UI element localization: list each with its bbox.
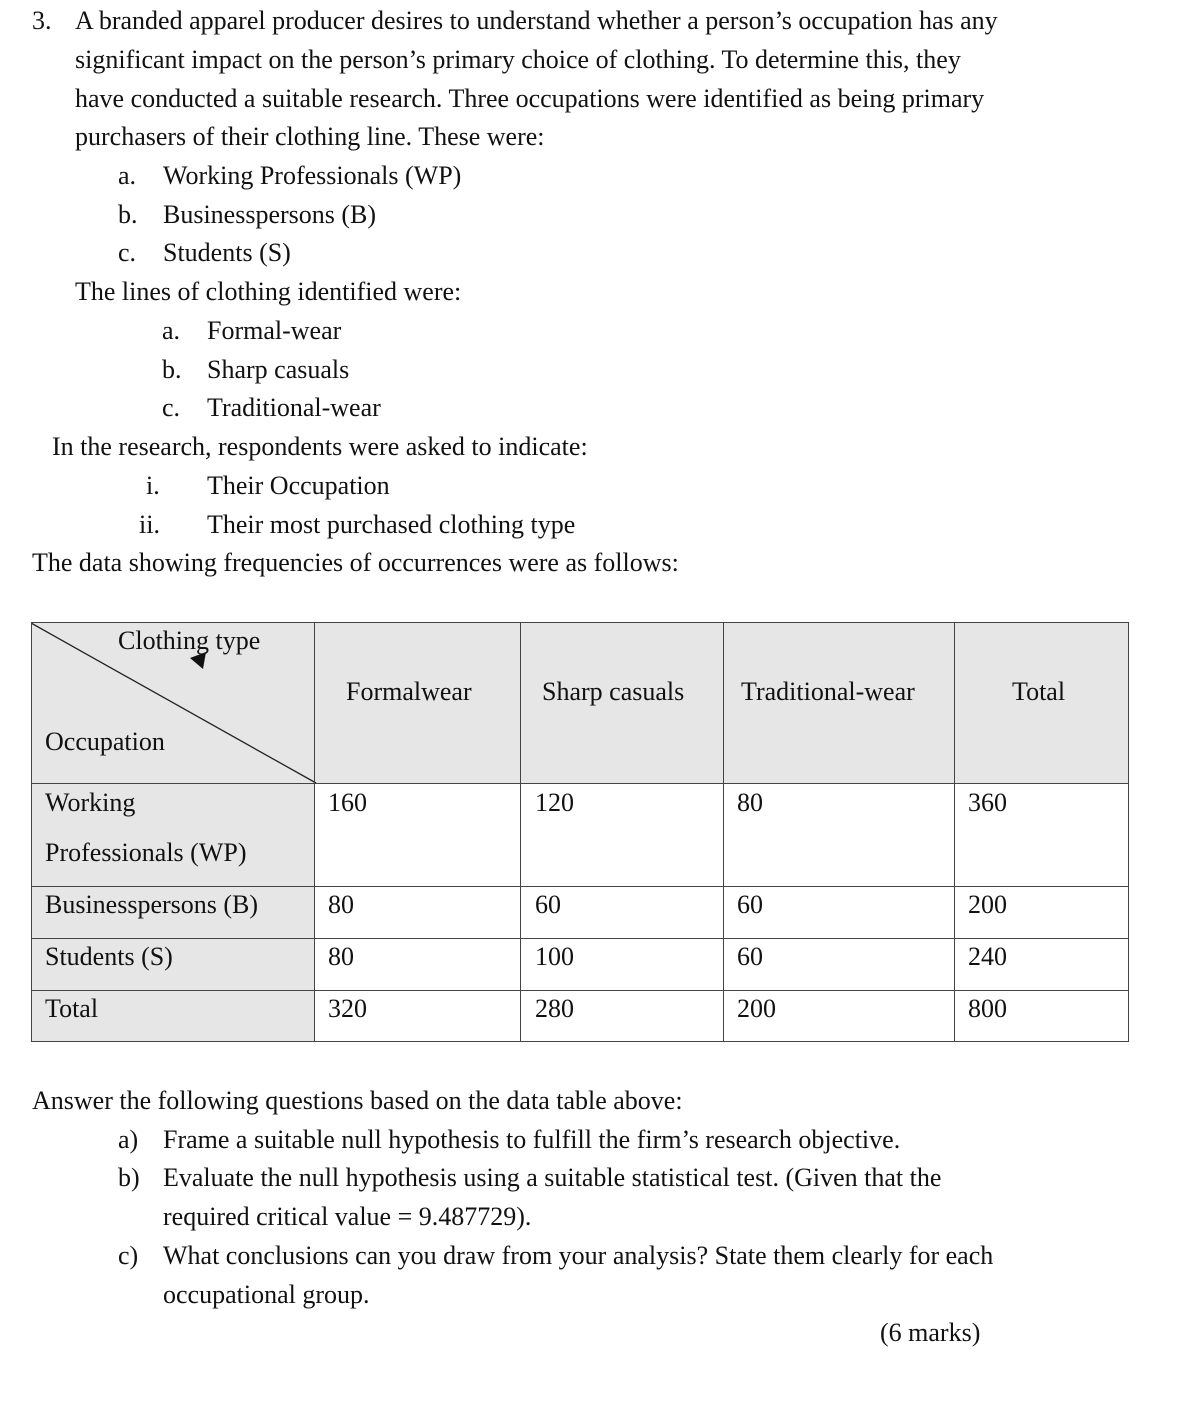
row-label-wp-line1: Working (45, 788, 136, 817)
cell-s-sharp-casuals: 100 (535, 942, 574, 971)
intro-line-3: have conducted a suitable research. Three occupations were identified as being primary (75, 84, 985, 113)
column-header-formalwear: Formalwear (346, 677, 472, 706)
row-label-total: Total (45, 994, 99, 1023)
research-intro: In the research, respondents were asked to indicate: (52, 432, 588, 461)
grid-line (31, 1041, 1129, 1042)
research-item-occupation: Their Occupation (207, 471, 390, 500)
clothing-marker-c: c. (162, 393, 181, 422)
occupation-marker-c: c. (118, 238, 137, 267)
answer-item-c-line1: What conclusions can you draw from your analysis? State them clearly for each (163, 1241, 994, 1270)
grid-line (31, 886, 1129, 887)
column-header-total: Total (1012, 677, 1066, 706)
occupation-marker-b: b. (118, 200, 138, 229)
grid-line (723, 622, 724, 1042)
answers-intro: Answer the following questions based on the data table above: (32, 1086, 683, 1115)
answer-marker-a: a) (118, 1125, 139, 1154)
cell-s-formalwear: 80 (328, 942, 354, 971)
data-intro: The data showing frequencies of occurrences were as follows: (32, 548, 679, 577)
question-number: 3. (32, 6, 52, 35)
row-label-s: Students (S) (45, 942, 173, 971)
grid-line (31, 938, 1129, 939)
cell-wp-sharp-casuals: 120 (535, 788, 574, 817)
clothing-marker-a: a. (162, 316, 181, 345)
row-label-b: Businesspersons (B) (45, 890, 259, 919)
intro-line-4: purchasers of their clothing line. These were: (75, 122, 545, 151)
cell-b-total: 200 (968, 890, 1007, 919)
column-header-traditional-wear: Traditional-wear (741, 677, 915, 706)
clothing-item-formal: Formal-wear (207, 316, 342, 345)
cell-b-sharp-casuals: 60 (535, 890, 561, 919)
occupation-item-b: Businesspersons (B) (163, 200, 377, 229)
cell-b-traditional: 60 (737, 890, 763, 919)
cell-wp-traditional: 80 (737, 788, 763, 817)
cell-wp-formalwear: 160 (328, 788, 367, 817)
occupation-marker-a: a. (118, 161, 137, 190)
corner-label-clothing-type: Clothing type (118, 626, 261, 655)
cell-b-formalwear: 80 (328, 890, 354, 919)
marks-label: (6 marks) (880, 1318, 981, 1347)
corner-label-occupation: Occupation (45, 727, 165, 756)
occupation-item-wp: Working Professionals (WP) (163, 161, 462, 190)
grid-line (520, 622, 521, 1042)
cell-total-formalwear: 320 (328, 994, 367, 1023)
grid-line (31, 990, 1129, 991)
occupation-item-s: Students (S) (163, 238, 291, 267)
cell-grand-total: 800 (968, 994, 1007, 1023)
intro-line-2: significant impact on the person’s primary choice of clothing. To determine this, they (75, 45, 961, 74)
clothing-intro: The lines of clothing identified were: (75, 277, 462, 306)
clothing-marker-b: b. (162, 355, 182, 384)
cell-s-total: 240 (968, 942, 1007, 971)
answer-item-b-line1: Evaluate the null hypothesis using a suitable statistical test. (Given that the (163, 1163, 942, 1192)
answer-item-c-line2: occupational group. (163, 1280, 370, 1309)
grid-line (31, 622, 1129, 623)
cell-total-traditional: 200 (737, 994, 776, 1023)
intro-line-1: A branded apparel producer desires to understand whether a person’s occupation has any (75, 6, 998, 35)
cell-s-traditional: 60 (737, 942, 763, 971)
research-item-clothing: Their most purchased clothing type (207, 510, 576, 539)
clothing-item-sharp: Sharp casuals (207, 355, 350, 384)
research-marker-ii: ii. (139, 510, 160, 539)
research-marker-i: i. (146, 471, 160, 500)
column-header-sharp-casuals: Sharp casuals (542, 677, 685, 706)
answer-marker-c: c) (118, 1241, 139, 1270)
cell-total-sharp-casuals: 280 (535, 994, 574, 1023)
row-label-wp-line2: Professionals (WP) (45, 838, 247, 867)
answer-item-b-line2: required critical value = 9.487729). (163, 1202, 532, 1231)
frequency-table (31, 622, 1129, 1042)
clothing-item-traditional: Traditional-wear (207, 393, 381, 422)
grid-line (954, 622, 955, 1042)
grid-line (1128, 622, 1129, 1042)
cell-wp-total: 360 (968, 788, 1007, 817)
answer-marker-b: b) (118, 1163, 140, 1192)
grid-line (31, 622, 32, 1042)
answer-item-a: Frame a suitable null hypothesis to fulfill the firm’s research objective. (163, 1125, 901, 1154)
grid-line (314, 622, 315, 1042)
grid-line (31, 783, 1129, 784)
